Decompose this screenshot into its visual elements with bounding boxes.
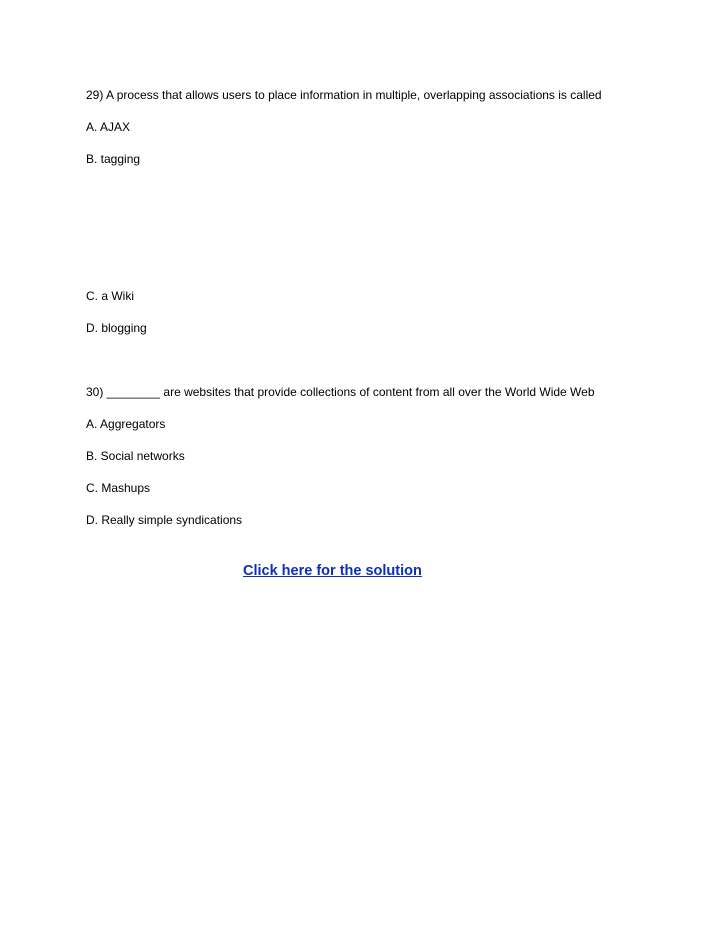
question-29-option-b: B. tagging <box>86 152 141 166</box>
question-30-option-c: C. Mashups <box>86 481 151 495</box>
question-30-prompt: 30) ________ are websites that provide collections of content from all over the World Wide Web <box>86 385 595 399</box>
solution-link[interactable]: Click here for the solution <box>243 563 422 579</box>
question-30-option-a: A. Aggregators <box>86 417 166 431</box>
question-29-option-a: A. AJAX <box>86 120 131 134</box>
question-30-option-d: D. Really simple syndications <box>86 513 243 527</box>
question-29-option-d: D. blogging <box>86 321 147 335</box>
question-29-option-c: C. a Wiki <box>86 289 134 303</box>
question-30-option-b: B. Social networks <box>86 449 185 463</box>
question-29-prompt: 29) A process that allows users to place information in multiple, overlapping associations is called <box>86 88 602 102</box>
